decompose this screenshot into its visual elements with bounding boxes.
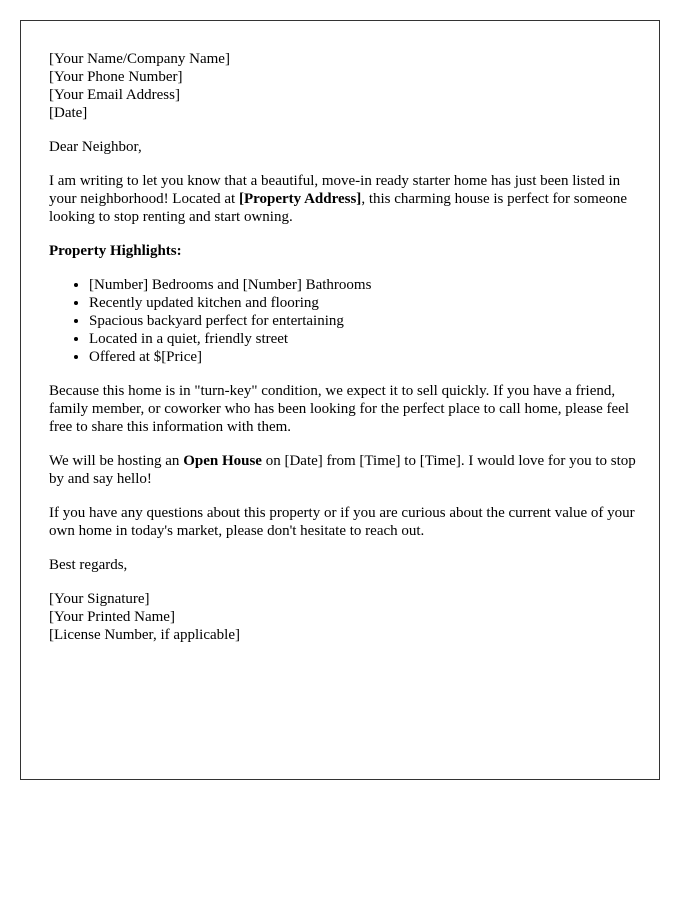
letter-page bbox=[20, 20, 660, 780]
sender-block bbox=[49, 50, 639, 122]
open-house-text-start: We will be hosting an bbox=[49, 453, 184, 469]
intro-text-end: , this charming house is perfect for someone looking to stop renting and start owning. bbox=[49, 191, 628, 225]
property-address: [Property Address] bbox=[238, 191, 362, 207]
list-item: • [Number] Bedrooms and [Number] Bathrooms bbox=[89, 276, 639, 294]
sender-email: [Your Email Address] bbox=[49, 87, 180, 103]
list-item: • Spacious backyard perfect for entertaining bbox=[89, 312, 639, 330]
letter-date: [Date] bbox=[49, 105, 88, 121]
open-house-text-end: on [Date] from [Time] to [Time]. I would love for you to stop by and say hello! bbox=[49, 453, 636, 487]
signature-block bbox=[49, 590, 639, 644]
greeting: Dear Neighbor, bbox=[49, 139, 142, 155]
intro-text-start: I am writing to let you know that a beautiful, move-in ready starter home has just been listed in your neighborhood! Located at bbox=[49, 173, 621, 207]
open-house-label: Open House bbox=[183, 453, 262, 469]
open-house-paragraph bbox=[49, 452, 639, 488]
highlights-list bbox=[49, 276, 639, 366]
highlights-heading: Property Highlights: bbox=[49, 243, 182, 259]
intro-paragraph bbox=[49, 172, 639, 226]
letter-body bbox=[49, 50, 639, 660]
printed-name: [Your Printed Name] bbox=[49, 609, 175, 625]
turnkey-paragraph: Because this home is in "turn-key" condition, we expect it to sell quickly. If you have a friend, family member, or coworker who has been looking for the perfect place to call home, please feel free to share this information with them. bbox=[49, 383, 629, 435]
list-item: • Located in a quiet, friendly street bbox=[89, 330, 639, 348]
questions-paragraph: If you have any questions about this property or if you are curious about the current value of your own home in today's market, please don't hesitate to reach out. bbox=[49, 505, 635, 539]
list-item: • Offered at $[Price] bbox=[89, 348, 639, 366]
sender-phone: [Your Phone Number] bbox=[49, 69, 183, 85]
closing: Best regards, bbox=[49, 557, 128, 573]
signature-line: [Your Signature] bbox=[49, 591, 150, 607]
list-item: • Recently updated kitchen and flooring bbox=[89, 294, 639, 312]
license-number: [License Number, if applicable] bbox=[49, 627, 240, 643]
sender-name: [Your Name/Company Name] bbox=[49, 51, 230, 67]
